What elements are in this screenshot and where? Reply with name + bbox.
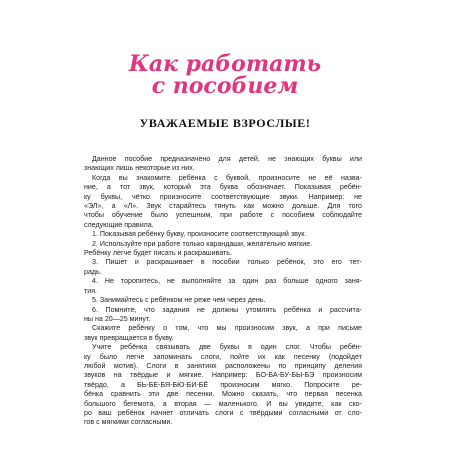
page-title-line-2: с пособием xyxy=(151,73,299,99)
body-line: следующие правила. xyxy=(84,220,154,229)
body-line: твёрдо, а БЬ-БЕ-БЯ-БЮ-БИ-БЁ произносим мягко. Попросите ре- xyxy=(84,380,362,389)
body-line: 5. Занимайтесь с ребёнком не реже чем через день. xyxy=(92,296,266,305)
body-line: бёнка сравнить эти две песенки. Можно сказать, что первая песенка xyxy=(84,390,362,399)
body-line: 1. Показывая ребёнку букву, произносите соответствующий звук. xyxy=(92,230,307,239)
body-line: ку буквы, чётко произносите соответствующие звуки. Например: не xyxy=(84,192,362,201)
body-line: ро ваш ребёнок начнет отличать слоги с твёрдыми согласными от сло- xyxy=(84,408,362,417)
body-text xyxy=(84,155,362,428)
body-line: ку было легче запоминать слоги, пойте их как песенку (подойдет xyxy=(84,352,362,361)
body-line: Учите ребёнка связывать две буквы в один слог. Чтобы ребён- xyxy=(92,343,362,352)
body-line: звук превращается в букву. xyxy=(84,333,174,342)
body-line: ние, а тот звук, который эта буква обозначает. Показывая ребён- xyxy=(84,183,362,192)
body-line: 2. Используйте при работе только карандаши, желательно мягкие. xyxy=(92,239,313,248)
body-line: 3. Пишет и раскрашивает в пособии только ребёнок, это его тет- xyxy=(92,258,362,267)
body-line: ны на 20—25 минут. xyxy=(84,314,151,323)
body-line: тия. xyxy=(84,286,98,295)
body-line: Когда вы знакомите ребёнка с буквой, произносите не её назва- xyxy=(92,173,362,182)
body-line: большого бегемота, а вторая — маленького. И вы увидите, как ско- xyxy=(84,399,362,408)
body-line: Ребёнку легче будет писать и раскрашивать. xyxy=(84,249,232,258)
body-line: любой мотив). Слоги в занятиях расположены по принципу деления xyxy=(84,361,362,370)
body-line: 4. Не торопитесь, не выполняйте за один раз больше одного заня- xyxy=(92,277,362,286)
body-line: звуков на твёрдые и мягкие. Например: БО-БА-БУ-БЫ-БЭ произносим xyxy=(84,371,362,380)
body-line: гов с мягкими согласными. xyxy=(84,418,173,427)
body-line: 6. Помните, что задания не должны утомлять ребёнка и рассчита- xyxy=(92,305,362,314)
body-line: радь. xyxy=(84,267,102,276)
page-title-line-1: Как работать xyxy=(128,51,322,77)
body-line: Данное пособие предназначено для детей, не знающих буквы или xyxy=(92,155,362,163)
body-line: «ЭЛ», а «Л». Звук старайтесь тянуть как можно дольше. Для того xyxy=(84,202,362,211)
body-line: чтобы обучение было успешным, при работе с пособием соблюдайте xyxy=(84,211,362,220)
page-subtitle: УВАЖАЕМЫЕ ВЗРОСЛЫЕ! xyxy=(139,116,311,130)
body-line: Скажите ребёнку о том, что мы произносим звук, а при письме xyxy=(92,324,362,333)
body-line: знающих лишь некоторые из них. xyxy=(84,164,195,173)
